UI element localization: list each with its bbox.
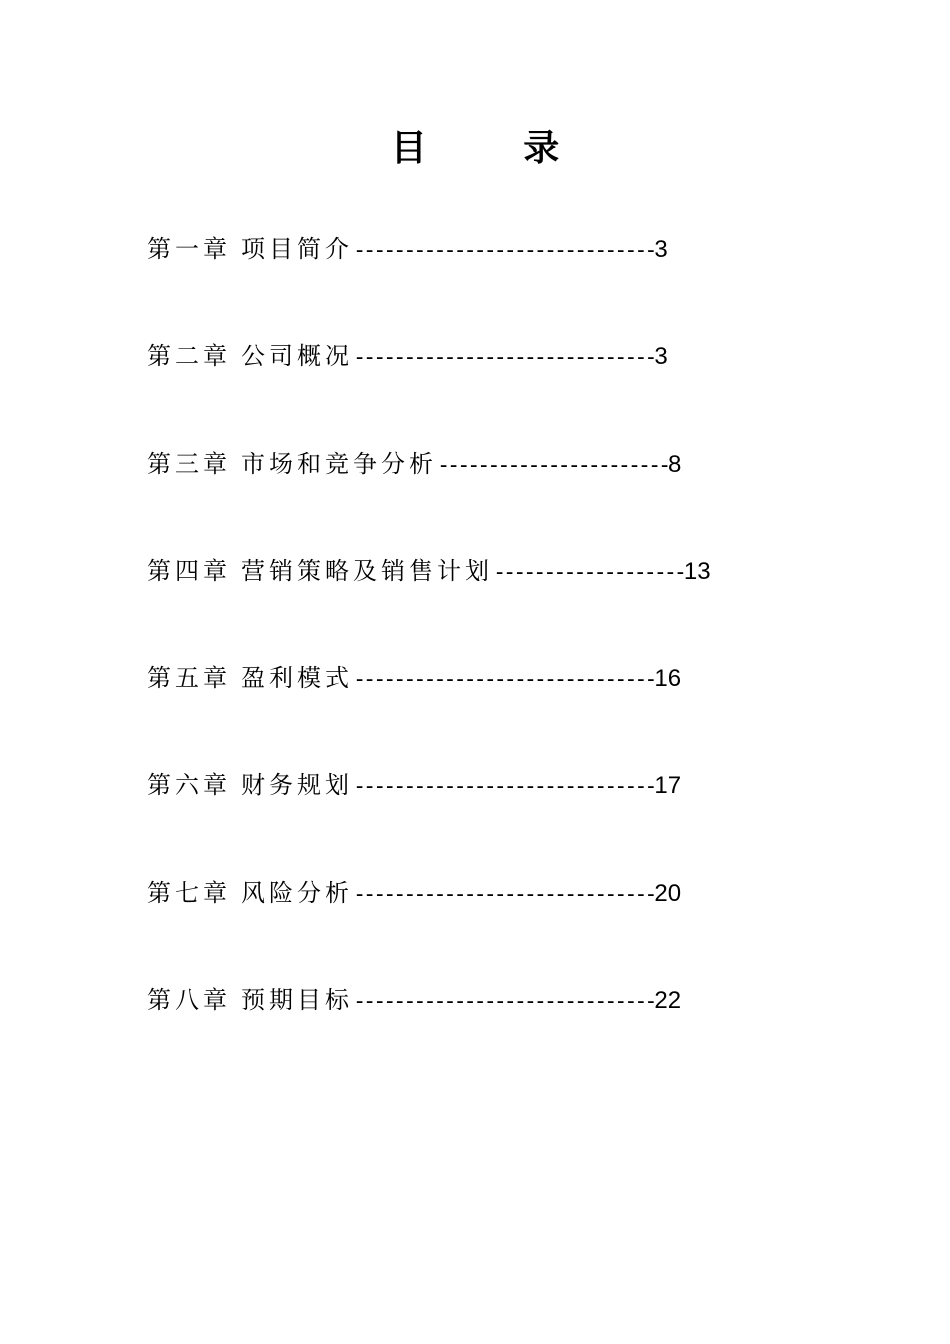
toc-chapter-number: 第八章	[147, 986, 231, 1015]
toc-page-number: 20	[654, 879, 682, 907]
toc-entry	[147, 659, 807, 766]
toc-chapter-title: 风险分析	[241, 878, 353, 907]
toc-chapter-title: 公司概况	[241, 342, 353, 371]
toc-chapter-title: 项目简介	[241, 235, 353, 263]
toc-dot-leader: ------------------------------	[353, 881, 655, 907]
toc-chapter-number: 第七章	[147, 878, 231, 907]
toc-dot-leader: -------------------	[493, 559, 684, 585]
page-title: 目 录	[390, 128, 602, 169]
toc-page-number: 3	[654, 343, 668, 371]
toc-chapter-number: 第三章	[147, 449, 231, 478]
toc-chapter-title: 市场和竞争分析	[241, 449, 437, 478]
toc-dot-leader: ------------------------------	[353, 774, 655, 800]
toc-chapter-title: 盈利模式	[241, 664, 353, 693]
toc-dot-leader: ------------------------------	[353, 238, 655, 263]
toc-entry	[147, 337, 807, 444]
toc-dot-leader: ------------------------------	[353, 345, 655, 371]
toc-page-number: 22	[654, 987, 682, 1015]
toc-dot-leader: -----------------------	[437, 452, 669, 478]
toc-chapter-number: 第四章	[147, 556, 231, 585]
toc-chapter-number: 第六章	[147, 771, 231, 800]
toc-page-number: 3	[654, 236, 668, 263]
toc-entry	[147, 981, 807, 1088]
toc-page-number: 13	[683, 557, 711, 585]
toc-entry	[147, 766, 807, 873]
toc-entry	[147, 445, 807, 552]
toc-entry	[147, 230, 807, 337]
toc-entry	[147, 552, 807, 659]
toc-chapter-number: 第一章	[147, 235, 231, 263]
toc-page-number: 17	[654, 772, 682, 800]
toc-chapter-number: 第二章	[147, 342, 231, 371]
toc-page-number: 16	[654, 665, 682, 693]
toc-dot-leader: ------------------------------	[353, 667, 655, 693]
toc-chapter-number: 第五章	[147, 664, 231, 693]
toc-list	[147, 230, 807, 1088]
toc-chapter-title: 营销策略及销售计划	[241, 556, 493, 585]
toc-entry	[147, 874, 807, 981]
toc-dot-leader: ------------------------------	[353, 989, 655, 1015]
toc-chapter-title: 预期目标	[241, 986, 353, 1015]
toc-page-number: 8	[668, 450, 682, 478]
toc-chapter-title: 财务规划	[241, 771, 353, 800]
